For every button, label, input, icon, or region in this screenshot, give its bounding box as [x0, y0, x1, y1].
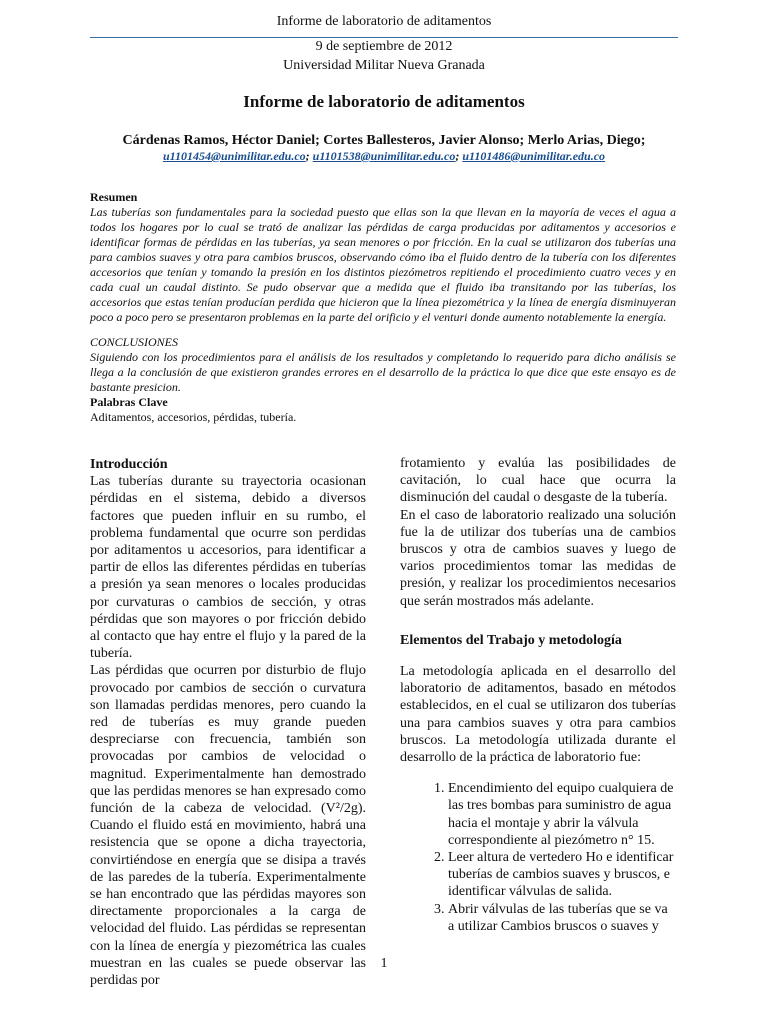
abstract-section [90, 190, 676, 425]
keywords-heading: Palabras Clave [90, 395, 168, 409]
step-item: 3. Abrir válvulas de las tuberías que se va a utilizar Cambios bruscos o suaves y [448, 901, 676, 935]
methods-paragraph: La metodología aplicada en el desarrollo del laboratorio de aditamentos, basado en métodos establecidos, en el cual se utilizaron dos tuberías una para cambios suaves y otra para cambios bruscos. La metodología utilizada durante el desarrollo de la práctica de laboratorio fue: [400, 664, 676, 766]
step-item: 2. Leer altura de vertedero Ho e identificar tuberías de cambios suaves y bruscos, e identificar válvulas de salida. [448, 849, 676, 901]
page-number: 1 [380, 956, 388, 971]
abstract-heading: Resumen [90, 190, 138, 204]
authors: Cárdenas Ramos, Héctor Daniel; Cortes Ballesteros, Javier Alonso; Merlo Arias, Diego; [122, 133, 646, 148]
running-header: Informe de laboratorio de aditamentos [276, 14, 492, 29]
email-link[interactable]: u1101454@unimilitar.edu.co [162, 149, 306, 163]
conclusions-text: Siguiendo con los procedimientos para el análisis de los resultados y completando lo requerido para dicho análisis se llega a la conclusión de que existieron grandes errores en el desarrollo de la práctica lo que dice que este ensayo es de bastante presicion. [90, 350, 676, 394]
date: 9 de septiembre de 2012 [315, 39, 453, 54]
introduction-paragraph: Las tuberías durante su trayectoria ocasionan pérdidas en el sistema, debido a diversos factores que pueden influir en su rumbo, el problema fundamental que ocurre son perdidas por aditamentos u accesorios, para identificar a partir de ellos las diferentes pérdidas en tuberías a presión ya sean menores o locales producidas por curvaturas o cambios de sección, y otras pérdidas que son mayores o por fricción debido al contacto que hay entre el flujo y la pared de la tubería. [90, 474, 366, 662]
university: Universidad Militar Nueva Granada [283, 58, 485, 73]
steps-list [400, 780, 676, 935]
email-link[interactable]: u1101538@unimilitar.edu.co [312, 149, 456, 163]
email-separator: ; [305, 149, 313, 163]
introduction-paragraph: Las pérdidas que ocurren por disturbio de flujo provocado por cambios de sección o curvatura son llamadas perdidas menores, pero cuando la red de tuberías es muy grande pueden despreciarse con frecuencia, también son provocadas por cambios de velocidad o magnitud. Experimentalmente han demostrado que las perdidas menores se han expresado como función de la cabeza de velocidad. (V²/2g). Cuando el fluido está en movimiento, habrá una resistencia que se opone a dicha trayectoria, convirtiéndose en energía que se disipa a través de las paredes de la tubería. Experimentalmente se han encontrado que las pérdidas mayores son directamente proporcionales a la carga de velocidad del fluido. Las pérdidas se representan con la línea de energía y piezométrica las cuales muestran en las cuales se puede observar las perdidas por [90, 663, 366, 989]
step-item: 1. Encendimiento del equipo cualquiera de las tres bombas para suministro de agua hacia el montaje y abrir la válvula correspondiente al piezómetro n° 15. [448, 780, 676, 849]
email-link[interactable]: u1101486@unimilitar.edu.co [462, 149, 606, 163]
right-column [400, 455, 676, 935]
methods-heading: Elementos del Trabajo y metodología [400, 632, 622, 648]
left-column [90, 456, 366, 989]
lab-paragraph: En el caso de laboratorio realizado una solución fue la de utilizar dos tuberías una de cambios bruscos y otra de cambios suaves y luego de varios procedimientos tomar las medidas de presión, y realizar los procedimientos necesarios que serán mostrados más adelante. [400, 507, 676, 609]
conclusions-heading: CONCLUSIONES [90, 335, 179, 349]
continuation-paragraph: frotamiento y evalúa las posibilidades de cavitación, lo cual hace que ocurra la disminución del caudal o desgaste de la tubería. [400, 456, 676, 506]
author-emails [0, 149, 768, 164]
introduction-heading: Introducción [90, 457, 168, 472]
abstract-text: Las tuberías son fundamentales para la sociedad puesto que ellas son la que llevan en la mayoría de veces el agua a todos los hogares por lo cual se trató de analizar las pérdidas de carga producidas por aditamentos y accesorios e identificar formas de pérdidas en las tuberías, ya sean menores o por fricción. En la cual se utilizaron dos tuberías una para cambios suaves y otra para cambios bruscos, observando cómo iba el fluido dentro de la tubería con los diferentes accesorios que tenían y tomando la presión en los distintos piezómetros repitiendo el procedimiento cuatro veces y en cada cual un caudal distinto. Se pudo observar que a medida que el fluido iba transitando por las tuberías, los accesorios que estas tenían producían perdida que hicieron que la línea piezométrica y la línea de energía disminuyeran poco a poco pero se presentaron problemas en la parte del orificio y el venturi donde aumento notablemente la energía. [90, 205, 676, 324]
keywords: Aditamentos, accesorios, pérdidas, tubería. [90, 410, 297, 424]
email-separator: ; [455, 149, 463, 163]
header-rule [90, 37, 678, 38]
paper-title: Informe de laboratorio de aditamentos [243, 92, 525, 111]
